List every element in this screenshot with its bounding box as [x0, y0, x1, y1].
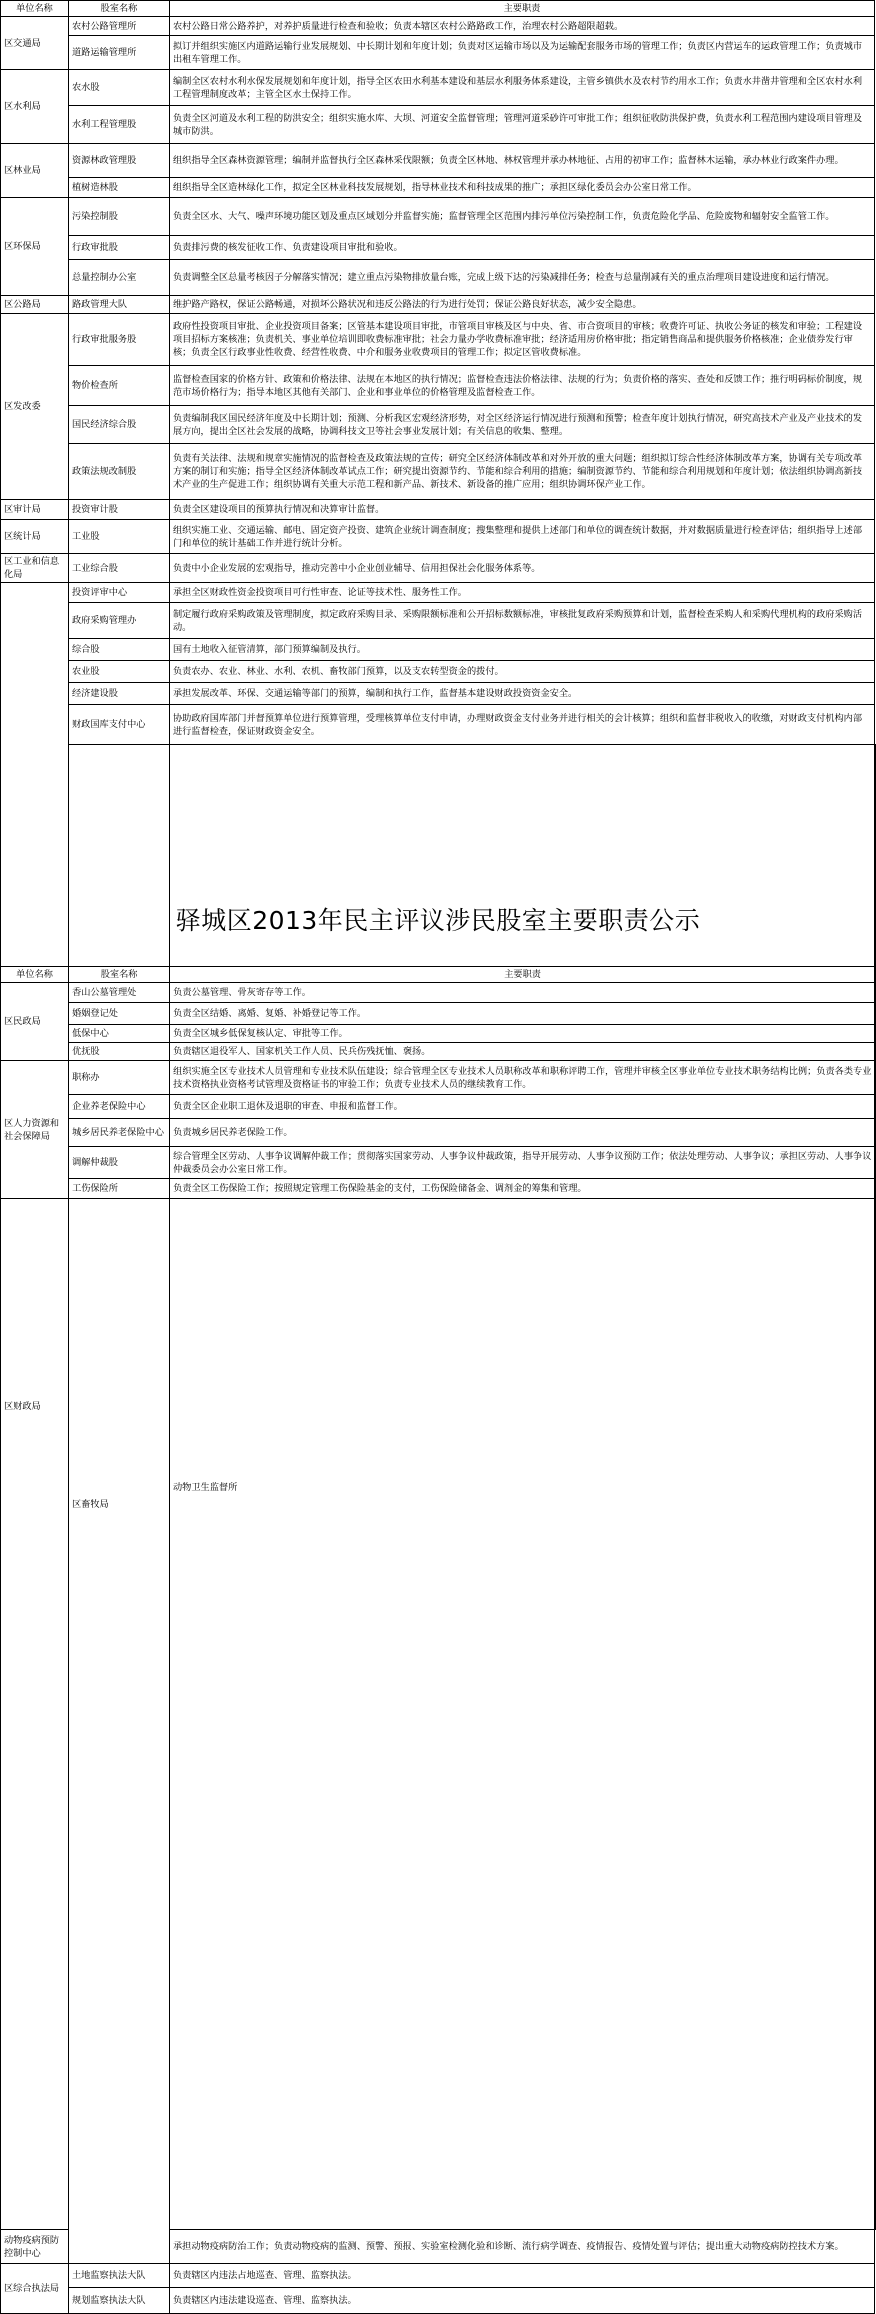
duty-cell: 承担全区财政性资金投资项目可行性审查、论证等技术性、服务性工作。: [170, 583, 875, 603]
dept-name-cell: 职称办: [69, 1061, 170, 1095]
duty-cell: 负责全区结婚、离婚、复婚、补婚登记等工作。: [170, 1003, 876, 1025]
unit-name-cell: 区公路局: [1, 296, 69, 314]
duty-cell: 负责辖区内违法建设巡查、管理、监察执法。: [170, 2288, 875, 2314]
dept-name-cell: 农村公路管理所: [69, 17, 170, 36]
duty-cell: 组织实施工业、交通运输、邮电、固定资产投资、建筑企业统计调查制度；搜集整理和提供上述部门和单位的调查统计数据，并对数据质量进行检查评估；组织指导上述部门和单位的统计基础工作并进行统计分析。: [170, 520, 875, 554]
unit-name-cell: 区交通局: [1, 17, 69, 70]
duty-cell: 负责公墓管理、骨灰寄存等工作。: [170, 983, 876, 1003]
dept-name-cell: 路政管理大队: [69, 296, 170, 314]
duty-cell: 负责辖区退役军人、国家机关工作人员、民兵伤残抚恤、褒扬。: [170, 1043, 876, 1061]
table-row: [1, 983, 876, 1003]
dept-name-cell: 物价检查所: [69, 366, 170, 406]
table-row: [1, 583, 876, 603]
duty-cell: 负责全区河道及水利工程的防洪安全；组织实施水库、大坝、河道安全监督管理；管理河道采砂许可审批工作；组织征收防洪保护费，负责水利工程范围内建设项目管理及城市防洪。: [170, 106, 875, 144]
duty-cell: 负责排污费的核发征收工作、负责建设项目审批和验收。: [170, 236, 875, 260]
table-row: [1, 2288, 876, 2314]
table-row: [1, 520, 876, 554]
duty-cell: 负责调整全区总量考核因子分解落实情况；建立重点污染物排放量台账，完成上级下达的污染减排任务；检查与总量削减有关的重点治理项目建设进度和运行情况。: [170, 260, 875, 296]
unit-name-cell: 区工业和信息化局: [1, 554, 69, 583]
duty-cell: 负责城乡居民养老保险工作。: [170, 1119, 876, 1147]
dept-name-cell: 企业养老保险中心: [69, 1095, 170, 1119]
duty-cell: 协助政府国库部门并督预算单位进行预算管理，受理核算单位支付申请，办理财政资金支付业务并进行相关的会计核算；组织和监督非税收入的收缴，对财政支付机构内部进行监督检查，保证财政资金安全。: [170, 705, 875, 745]
dept-name-cell: 资源林政管理股: [69, 144, 170, 178]
header-dept: 股室名称: [69, 967, 170, 983]
table-row: [1, 1179, 876, 1199]
duty-cell: 政府性投资项目审批、企业投资项目备案；区管基本建设项目审批，市管项目审核及区与中央、省、市合资项目的审核；收费许可证、执收公务证的核发和审验；工程建设项目招标方案核准；负责机关、事业单位培训即收费标准审批；社会力量办学收费标准审批；经济适用房价格审批；指定销售商品和提供服务价格核准；企业债券发行审核；负责全区行政事业性收费、经营性收费、中介和服务业收费项目的管理工作；拟定区管收费标准。: [170, 314, 875, 366]
table-row: [1, 406, 876, 444]
table-row: [1, 683, 876, 705]
dept-name-cell: 道路运输管理所: [69, 36, 170, 70]
table-row: [1, 705, 876, 745]
table-row: [1, 1025, 876, 1043]
dept-name-cell: 规划监察执法大队: [69, 2288, 170, 2314]
duty-cell: 农村公路日常公路养护，对养护质量进行检查和验收；负责本辖区农村公路路政工作，治理农村公路超限超载。: [170, 17, 875, 36]
dept-name-cell: 动物卫生监督所: [170, 745, 875, 2230]
header-duty: 主要职责: [170, 1, 875, 17]
duty-cell: 编制全区农村水利水保发展规划和年度计划，指导全区农田水利基本建设和基层水利服务体系建设，主管乡镇供水及农村节约用水工作；负责水井凿井管理和全区农村水利工程管理制度改革；主管全区水土保持工作。: [170, 70, 875, 106]
unit-name-cell: 区畜牧局: [69, 745, 170, 2264]
dept-name-cell: 调解仲裁股: [69, 1147, 170, 1179]
table-row: [1, 639, 876, 661]
table-row: [1, 444, 876, 500]
table-row: [1, 1095, 876, 1119]
table-row: [1, 2264, 876, 2288]
duty-cell: 承担发展改革、环保、交通运输等部门的预算，编制和执行工作，监督基本建设财政投资资金安全。: [170, 683, 875, 705]
duty-cell: 负责编制我区国民经济年度及中长期计划；预测、分析我区宏观经济形势，对全区经济运行情况进行预测和预警；检查年度计划执行情况，研究高技术产业及产业技术的发展方向，提出全区社会发展的战略，协调科技文卫等社会事业发展计划；有关信息的收集、整理。: [170, 406, 875, 444]
duty-cell: 负责辖区内违法占地巡查、管理、监察执法。: [170, 2264, 875, 2288]
dept-name-cell: 行政审批股: [69, 236, 170, 260]
duty-table-2: [0, 966, 876, 1199]
dept-name-cell: 农水股: [69, 70, 170, 106]
table-row: [1, 70, 876, 106]
dept-name-cell: 工业综合股: [69, 554, 170, 583]
table-row: [1, 1043, 876, 1061]
dept-name-cell: 总量控制办公室: [69, 260, 170, 296]
duty-cell: 组织指导全区森林资源管理；编制并监督执行全区森林采伐限额；负责全区林地、林权管理并承办林地征、占用的初审工作；监督林木运输，承办林业行政案件办理。: [170, 144, 875, 178]
dept-name-cell: 政策法规改制股: [69, 444, 170, 500]
header-dept: 股室名称: [69, 1, 170, 17]
dept-name-cell: 动物疫病预防控制中心: [1, 2230, 69, 2264]
duty-cell: 组织实施全区专业技术人员管理和专业技术队伍建设；综合管理全区专业技术人员职称改革和职称评聘工作，管理并审核全区事业单位专业技术职务结构比例；负责各类专业技术资格执业资格考试管理及资格证书的审验工作；负责专业技术人员的继续教育工作。: [170, 1061, 876, 1095]
unit-name-cell: 区审计局: [1, 500, 69, 520]
table-row: [1, 554, 876, 583]
dept-name-cell: 政府采购管理办: [69, 603, 170, 639]
page-title: 驿城区2013年民主评议涉民股室主要职责公示: [175, 906, 701, 935]
dept-name-cell: 农业股: [69, 661, 170, 683]
dept-name-cell: 植树造林股: [69, 178, 170, 198]
table-row: [1, 314, 876, 366]
dept-name-cell: 优抚股: [69, 1043, 170, 1061]
dept-name-cell: 综合股: [69, 639, 170, 661]
duty-cell: 负责有关法律、法规和规章实施情况的监督检查及政策法规的宣传；研究全区经济体制改革和对外开放的重大问题；组织拟订综合性经济体制改革方案，协调有关专项改革方案的制订和实施；指导全区经济体制改革试点工作；研究提出资源节约、节能和综合利用的措施；编制资源节约、节能和综合利用规划和年度计划；依法组织协调高新技术产业的生产促进工作；组织协调有关重大示范工程和新产品、新技术、新设备的推广应用；组织协调环保产业工作。: [170, 444, 875, 500]
dept-name-cell: 污染控制股: [69, 198, 170, 236]
table-row: [1, 1119, 876, 1147]
dept-name-cell: 香山公墓管理处: [69, 983, 170, 1003]
table-row: [1, 366, 876, 406]
table-row: [1, 36, 876, 70]
table-row: [1, 296, 876, 314]
duty-cell: 负责全区城乡低保复核认定、审批等工作。: [170, 1025, 876, 1043]
table-header-row: [1, 1, 876, 17]
dept-name-cell: 水利工程管理股: [69, 106, 170, 144]
dept-name-cell: 工伤保险所: [69, 1179, 170, 1199]
unit-name-cell: 区民政局: [1, 983, 69, 1061]
duty-cell: 承担动物疫病防治工作；负责动物疫病的监测、预警、预报、实验室检测化验和诊断、流行病学调查、疫情报告、疫情处置与评估；提出重大动物疫病防控技术方案。: [170, 2230, 875, 2264]
table-header-row: [1, 967, 876, 983]
header-unit: 单位名称: [1, 967, 69, 983]
unit-name-cell: 区林业局: [1, 144, 69, 198]
duty-cell: 负责农办、农业、林业、水利、农机、畜牧部门预算，以及支农转型资金的拨付。: [170, 661, 875, 683]
dept-name-cell: 财政国库支付中心: [69, 705, 170, 745]
unit-name-cell: 区财政局: [1, 583, 69, 2230]
duty-cell: 维护路产路权，保证公路畅通，对损坏公路状况和违反公路法的行为进行处罚；保证公路良好状态，减少安全隐患。: [170, 296, 875, 314]
duty-cell: 负责全区工伤保险工作；按照规定管理工伤保险基金的支付，工伤保险储备金、调剂金的筹集和管理。: [170, 1179, 876, 1199]
table-row: [1, 661, 876, 683]
dept-name-cell: 城乡居民养老保险中心: [69, 1119, 170, 1147]
dept-name-cell: 行政审批服务股: [69, 314, 170, 366]
dept-name-cell: 投资审计股: [69, 500, 170, 520]
table-row: [1, 1003, 876, 1025]
duty-cell: 负责中小企业发展的宏观指导，推动完善中小企业创业辅导、信用担保社会化服务体系等。: [170, 554, 875, 583]
unit-name-cell: 区综合执法局: [1, 2264, 69, 2314]
table-row: [1, 144, 876, 178]
table-row: [1, 178, 876, 198]
dept-name-cell: 国民经济综合股: [69, 406, 170, 444]
table-row: [1, 106, 876, 144]
dept-name-cell: 土地监察执法大队: [69, 2264, 170, 2288]
duty-cell: 拟订并组织实施区内道路运输行业发展规划、中长期计划和年度计划；负责对区运输市场以及为运输配套服务市场的管理工作；负责区内营运车的运政管理工作；负责城市出租车管理工作。: [170, 36, 875, 70]
duty-cell: 负责全区企业职工退休及退职的审查、申报和监督工作。: [170, 1095, 876, 1119]
unit-name-cell: 区发改委: [1, 314, 69, 500]
table-row: [1, 1147, 876, 1179]
header-unit: 单位名称: [1, 1, 69, 17]
duty-cell: 组织指导全区造林绿化工作，拟定全区林业科技发展规划，指导林业技术和科技成果的推广；承担区绿化委员会办公室日常工作。: [170, 178, 875, 198]
table-row: [1, 17, 876, 36]
dept-name-cell: 婚姻登记处: [69, 1003, 170, 1025]
dept-name-cell: 投资评审中心: [69, 583, 170, 603]
table-row: [1, 1061, 876, 1095]
header-duty: 主要职责: [170, 967, 876, 983]
duty-cell: 监督检查国家的价格方针、政策和价格法律、法规在本地区的执行情况；监督检查违法价格法律、法规的行为；负责价格的落实、查处和反馈工作；推行明码标价制度，规范市场价格行为；指导本地区其他有关部门、企业和事业单位的价格管理及监督检查工作。: [170, 366, 875, 406]
duty-cell: 制定履行政府采购政策及管理制度，拟定政府采购目录、采购限额标准和公开招标数额标准，审核批复政府采购预算和计划，监督检查采购人和采购代理机构的政府采购活动。: [170, 603, 875, 639]
dept-name-cell: 低保中心: [69, 1025, 170, 1043]
table-row: [1, 260, 876, 296]
unit-name-cell: 区水利局: [1, 70, 69, 144]
table-row: [1, 500, 876, 520]
dept-name-cell: 经济建设股: [69, 683, 170, 705]
duty-cell: 综合管理全区劳动、人事争议调解仲裁工作；贯彻落实国家劳动、人事争议仲裁政策，指导开展劳动、人事争议预防工作；依法处理劳动、人事争议；承担区劳动、人事争议仲裁委员会办公室日常工作。: [170, 1147, 876, 1179]
table-row: [1, 603, 876, 639]
duty-cell: 负责全区建设项目的预算执行情况和决算审计监督。: [170, 500, 875, 520]
unit-name-cell: 区人力资源和社会保障局: [1, 1061, 69, 1199]
unit-name-cell: 区环保局: [1, 198, 69, 296]
dept-name-cell: 工业股: [69, 520, 170, 554]
table-row: [1, 198, 876, 236]
unit-name-cell: 区统计局: [1, 520, 69, 554]
table-row: [1, 236, 876, 260]
duty-cell: 负责全区水、大气、噪声环境功能区划及重点区域划分并监督实施；监督管理全区范围内排污单位污染控制工作，负责危险化学品、危险废物和辐射安全监管工作。: [170, 198, 875, 236]
duty-cell: 国有土地收入征管清算，部门预算编制及执行。: [170, 639, 875, 661]
